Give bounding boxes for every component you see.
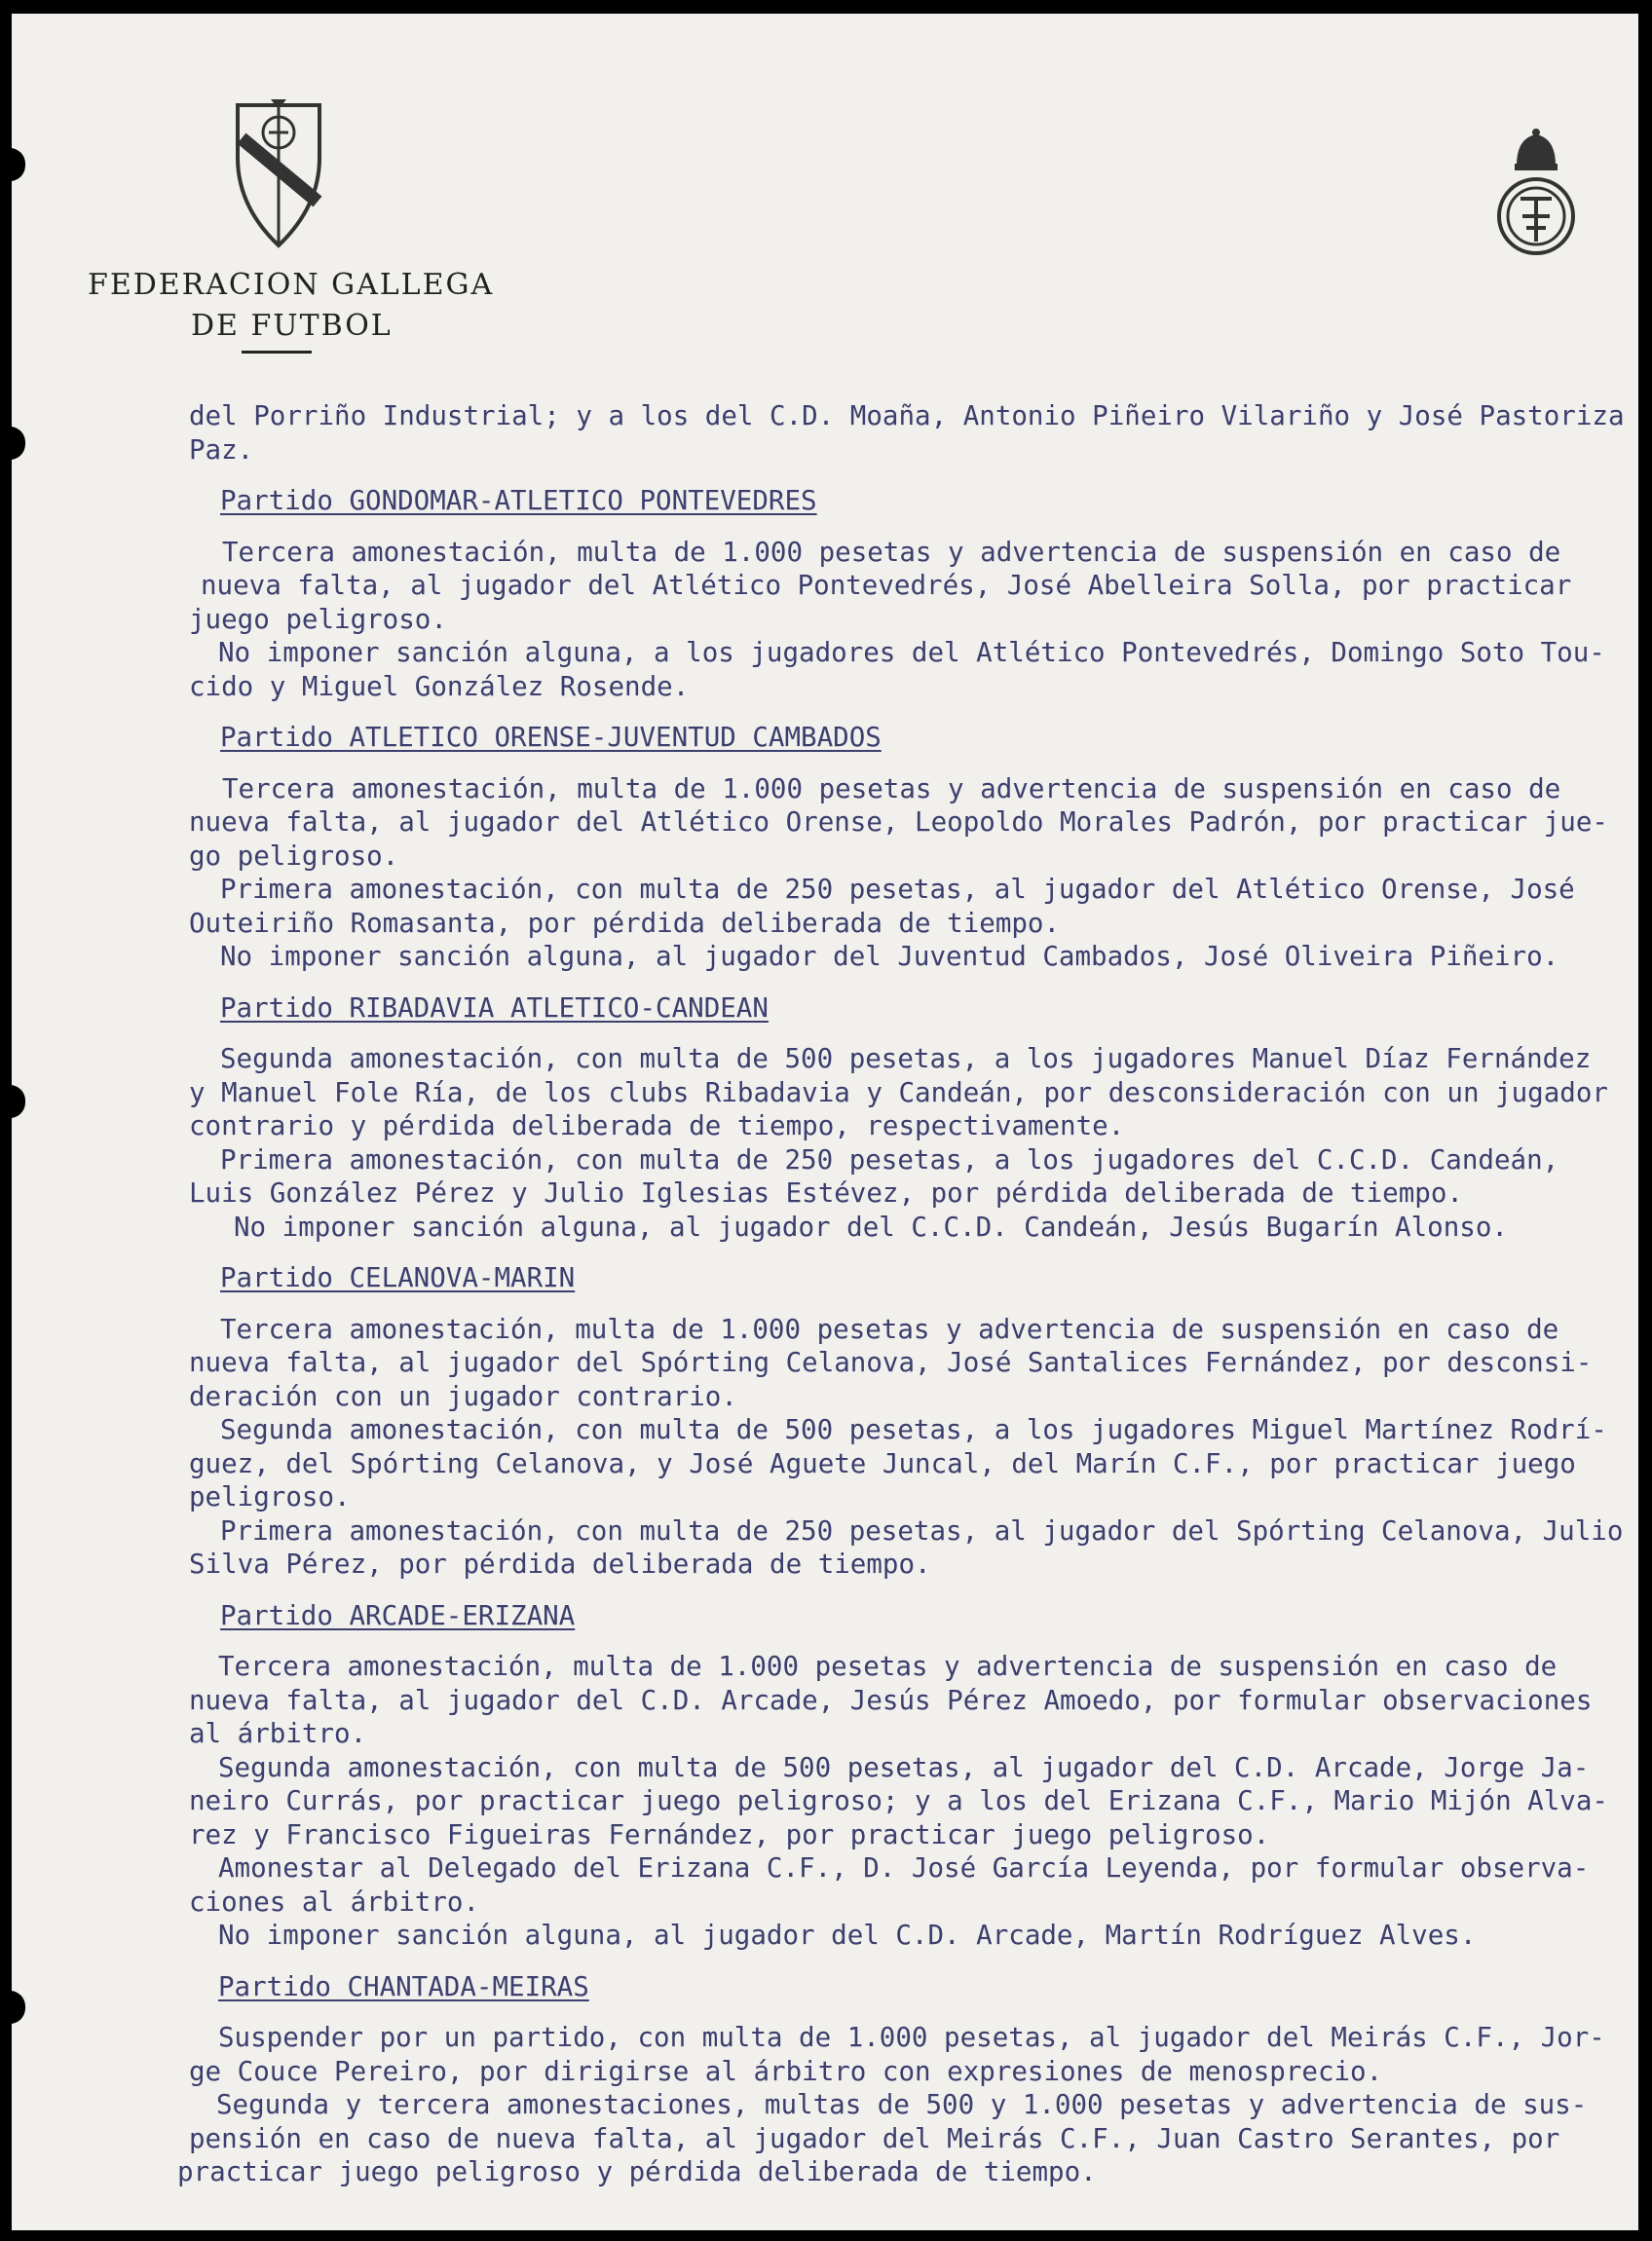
text-line: No imponer sanción alguna, al jugador del C.D. Arcade, Martín Rodríguez Alves. [218, 1920, 1477, 1951]
punch-hole [12, 427, 25, 460]
section-gap [177, 703, 1638, 721]
section-gap [177, 1295, 1638, 1313]
text-line: rez y Francisco Figueiras Fernández, por practicar juego peligroso. [189, 1818, 1270, 1850]
section-heading: Partido CHANTADA-MEIRAS [218, 1970, 589, 2002]
text-line: del Porriño Industrial; y a los del C.D. Moaña, Antonio Piñeiro Vilariño y José Pastoriza [189, 400, 1625, 431]
text-line: No imponer sanción alguna, a los jugadores del Atlético Pontevedrés, Domingo Soto Tou- [218, 637, 1605, 668]
letterhead-line-1: FEDERACION GALLEGA [88, 268, 495, 302]
text-line: nueva falta, al jugador del Atlético Pontevedrés, José Abelleira Solla, por practicar [201, 570, 1572, 601]
text-line: contrario y pérdida deliberada de tiempo, respectivamente. [189, 1110, 1125, 1141]
letterhead-name [70, 265, 518, 347]
text-line: Silva Pérez, por pérdida deliberada de tiempo. [189, 1549, 931, 1580]
text-line: guez, del Spórting Celanova, y José Aguete Juncal, del Marín C.F., por practicar juego [189, 1447, 1576, 1479]
text-line: Outeiriño Romasanta, por pérdida deliberada de tiempo. [189, 907, 1061, 939]
text-line: cido y Miguel González Rosende. [189, 670, 690, 702]
text-line: y Manuel Fole Ría, de los clubs Ribadavia y Candeán, por desconsideración con un jugador [189, 1076, 1608, 1108]
text-line: deración con un jugador contrario. [189, 1380, 737, 1412]
section-gap [177, 974, 1638, 991]
text-line: Luis González Pérez y Julio Iglesias Estévez, por pérdida deliberada de tiempo. [189, 1177, 1463, 1209]
text-line: Segunda y tercera amonestaciones, multas de 500 y 1.000 pesetas y advertencia de sus- [216, 2089, 1588, 2120]
text-line: peligroso. [189, 1481, 351, 1513]
text-line: practicar juego peligroso y pérdida deliberada de tiempo. [177, 2156, 1097, 2187]
punch-hole [12, 1991, 25, 2024]
text-line: Tercera amonestación, multa de 1.000 pesetas y advertencia de suspensión en caso de [218, 1651, 1558, 1682]
text-line: Primera amonestación, con multa de 250 pesetas, al jugador del Spórting Celanova, Julio [220, 1514, 1624, 1547]
text-line: Tercera amonestación, multa de 1.000 pesetas y advertencia de suspensión en caso de [222, 536, 1561, 568]
text-line: pensión en caso de nueva falta, al jugador del Meirás C.F., Juan Castro Serantes, por [189, 2122, 1560, 2154]
text-line: Primera amonestación, con multa de 250 pesetas, al jugador del Atlético Orense, José [220, 874, 1575, 905]
text-line: No imponer sanción alguna, al jugador del Juventud Cambados, José Oliveira Piñeiro. [220, 941, 1559, 972]
text-line: Tercera amonestación, multa de 1.000 pesetas y advertencia de suspensión en caso de [220, 1313, 1559, 1345]
text-line: neiro Currás, por practicar juego peligroso; y a los del Erizana C.F., Mario Mijón Alva- [189, 1785, 1608, 1816]
text-line: ciones al árbitro. [189, 1886, 480, 1918]
text-line: ge Couce Pereiro, por dirigirse al árbitro con expresiones de menosprecio. [189, 2055, 1383, 2087]
letterhead-line-2: DE FUTBOL [191, 309, 393, 343]
letterhead-rule [242, 351, 312, 354]
text-line: Segunda amonestación, con multa de 500 pesetas, a los jugadores Manuel Díaz Fernández [220, 1043, 1592, 1074]
text-line: Segunda amonestación, con multa de 500 pesetas, a los jugadores Miguel Martínez Rodrí- [220, 1414, 1607, 1445]
text-line: nueva falta, al jugador del Atlético Orense, Leopoldo Morales Padrón, por practicar jue- [189, 806, 1608, 838]
section-gap [177, 467, 1638, 484]
text-line: Paz. [189, 433, 254, 466]
text-line: nueva falta, al jugador del C.D. Arcade, Jesús Pérez Amoedo, por formular observaciones [189, 1684, 1593, 1716]
section-gap [177, 755, 1638, 772]
section-gap [177, 518, 1638, 536]
text-line: No imponer sanción alguna, al jugador del C.C.D. Candeán, Jesús Bugarín Alonso. [234, 1211, 1508, 1243]
section-gap [177, 1025, 1638, 1042]
text-line: Segunda amonestación, con multa de 500 pesetas, al jugador del C.D. Arcade, Jorge Ja- [218, 1751, 1590, 1783]
punch-hole [12, 148, 25, 181]
section-heading: Partido ARCADE-ERIZANA [220, 1599, 576, 1631]
document-body [177, 399, 1638, 2189]
federation-shield-logo [230, 99, 327, 255]
document-page [12, 14, 1638, 2230]
royal-crest-logo [1487, 127, 1585, 263]
text-line: Amonestar al Delegado del Erizana C.F., D. José García Leyenda, por formular observa- [218, 1852, 1590, 1884]
text-line: nueva falta, al jugador del Spórting Celanova, José Santalices Fernández, por desconsi- [189, 1347, 1593, 1378]
section-heading: Partido GONDOMAR-ATLETICO PONTEVEDRES [220, 485, 817, 516]
punch-hole [12, 1085, 25, 1118]
section-gap [177, 1582, 1638, 1599]
section-gap [177, 1244, 1638, 1261]
section-gap [177, 1632, 1638, 1650]
text-line: Tercera amonestación, multa de 1.000 pesetas y advertencia de suspensión en caso de [222, 772, 1561, 804]
text-line: juego peligroso. [189, 603, 447, 635]
text-line: go peligroso. [189, 840, 399, 872]
section-heading: Partido ATLETICO ORENSE-JUVENTUD CAMBADOS [220, 722, 882, 753]
section-heading: Partido RIBADAVIA ATLETICO-CANDEAN [220, 991, 769, 1024]
text-line: al árbitro. [189, 1718, 367, 1749]
section-heading: Partido CELANOVA-MARIN [220, 1262, 576, 1293]
text-line: Primera amonestación, con multa de 250 pesetas, a los jugadores del C.C.D. Candeán, [220, 1143, 1559, 1176]
section-gap [177, 2003, 1638, 2021]
text-line: Suspender por un partido, con multa de 1.000 pesetas, al jugador del Meirás C.F., Jor- [218, 2022, 1605, 2053]
section-gap [177, 1953, 1638, 1970]
